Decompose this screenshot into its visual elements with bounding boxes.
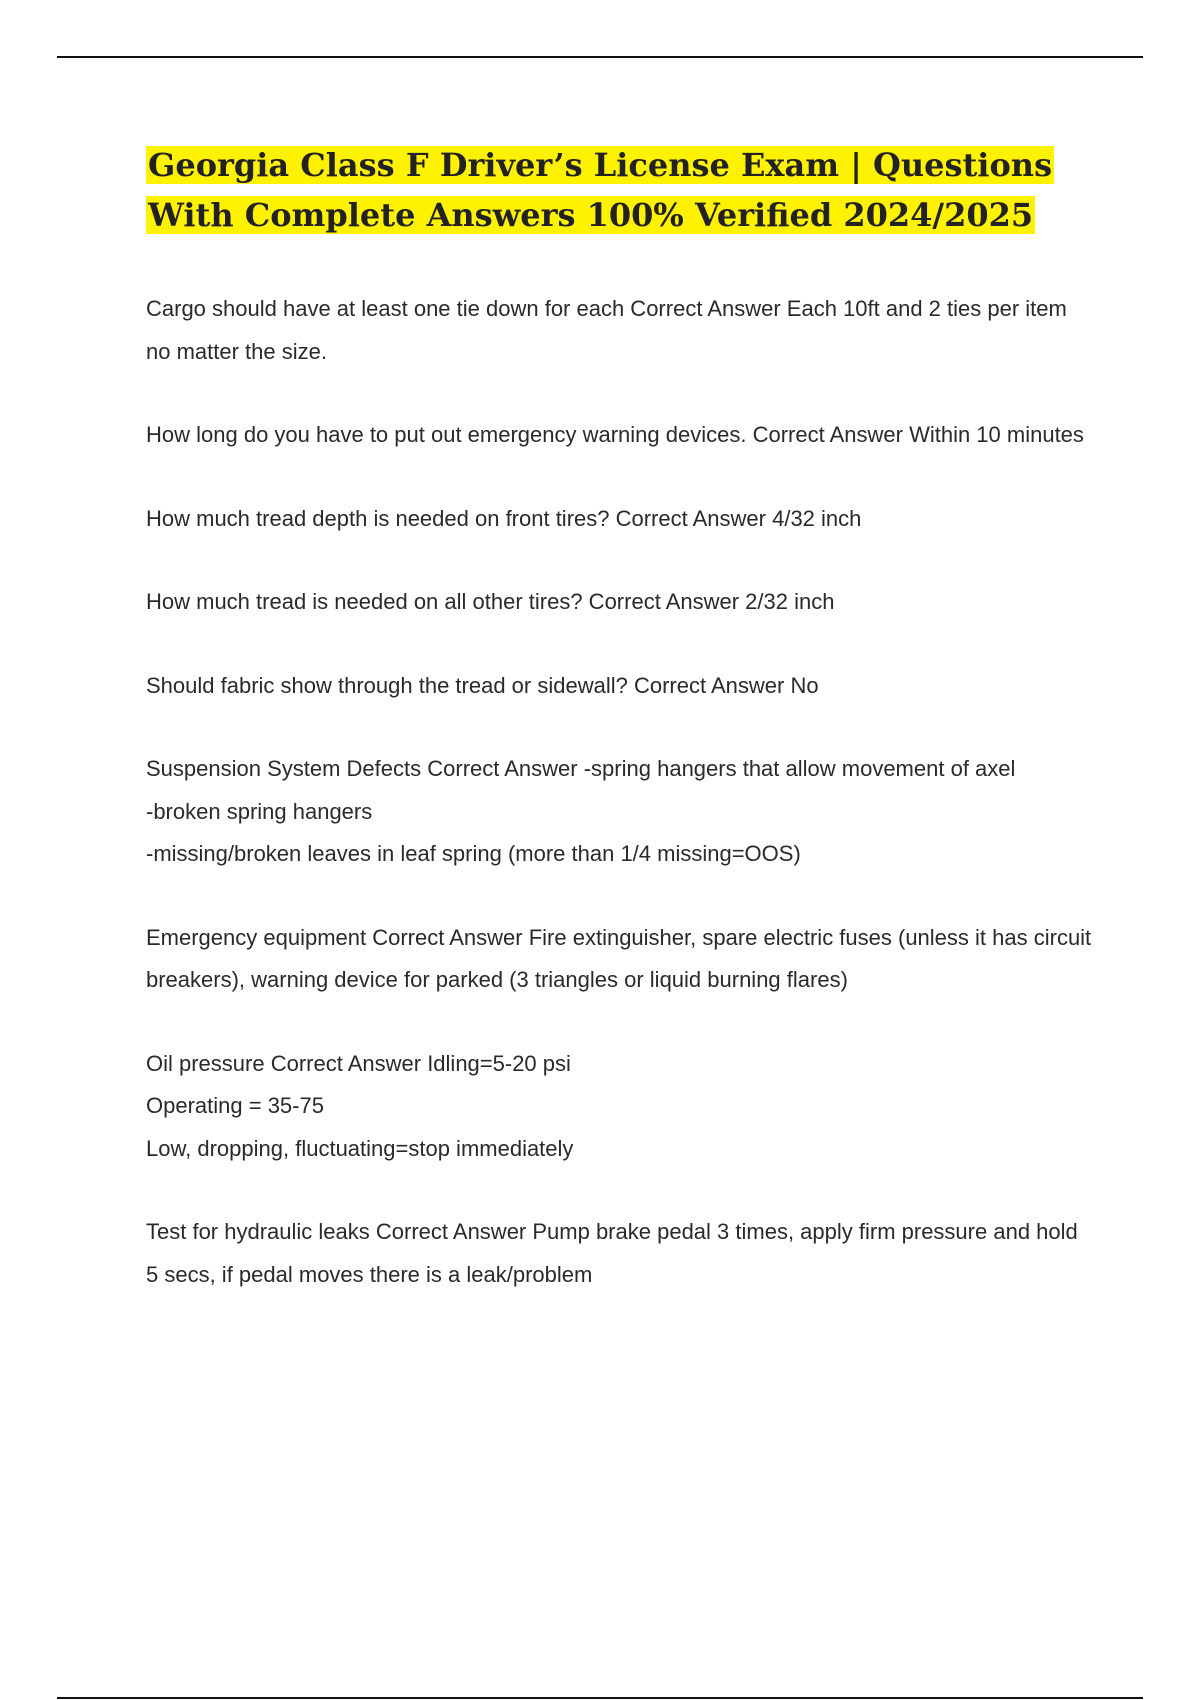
qa-entry — [146, 1211, 1096, 1296]
qa-line: How much tread depth is needed on front tires? Correct Answer 4/32 inch — [146, 505, 862, 531]
page-title — [146, 140, 1096, 240]
top-divider — [57, 56, 1143, 58]
qa-line: Operating = 35-75 — [146, 1093, 324, 1118]
qa-line: How long do you have to put out emergency warning devices. Correct Answer Within 10 minutes — [146, 422, 1084, 447]
qa-line: -missing/broken leaves in leaf spring (more than 1/4 missing=OOS) — [146, 841, 801, 866]
qa-line: How much tread is needed on all other tires? Correct Answer 2/32 inch — [146, 589, 835, 614]
qa-entry — [146, 581, 1096, 624]
qa-entry — [146, 498, 1096, 541]
qa-line: Oil pressure Correct Answer Idling=5-20 psi — [146, 1050, 571, 1076]
qa-line: Emergency equipment Correct Answer Fire extinguisher, spare electric fuses (unless it has circuit breakers), warning device for parked (3 triangles or liquid burning flares) — [146, 924, 1098, 992]
document-body — [146, 140, 1096, 1337]
qa-line: Should fabric show through the tread or sidewall? Correct Answer No — [146, 672, 819, 698]
qa-line: Test for hydraulic leaks Correct Answer Pump brake pedal 3 times, apply firm pressure and hold 5 secs, if pedal moves there is a leak/problem — [146, 1219, 1084, 1287]
qa-entry — [146, 1043, 1096, 1171]
qa-entry — [146, 748, 1096, 876]
qa-line: Low, dropping, fluctuating=stop immediately — [146, 1135, 574, 1161]
bottom-divider — [57, 1697, 1143, 1699]
qa-entry — [146, 288, 1096, 373]
qa-line: Suspension System Defects Correct Answer -spring hangers that allow movement of axel — [146, 756, 1016, 781]
qa-line: Cargo should have at least one tie down for each Correct Answer Each 10ft and 2 ties per item no matter the size. — [146, 296, 1073, 364]
qa-line: -broken spring hangers — [146, 798, 373, 824]
qa-list — [146, 288, 1096, 1296]
title-highlight: Georgia Class F Driver’s License Exam | Questions With Complete Answers 100% Verified 2024/2025 — [148, 146, 1053, 234]
qa-entry — [146, 665, 1096, 708]
qa-entry — [146, 414, 1096, 457]
qa-entry — [146, 917, 1096, 1002]
